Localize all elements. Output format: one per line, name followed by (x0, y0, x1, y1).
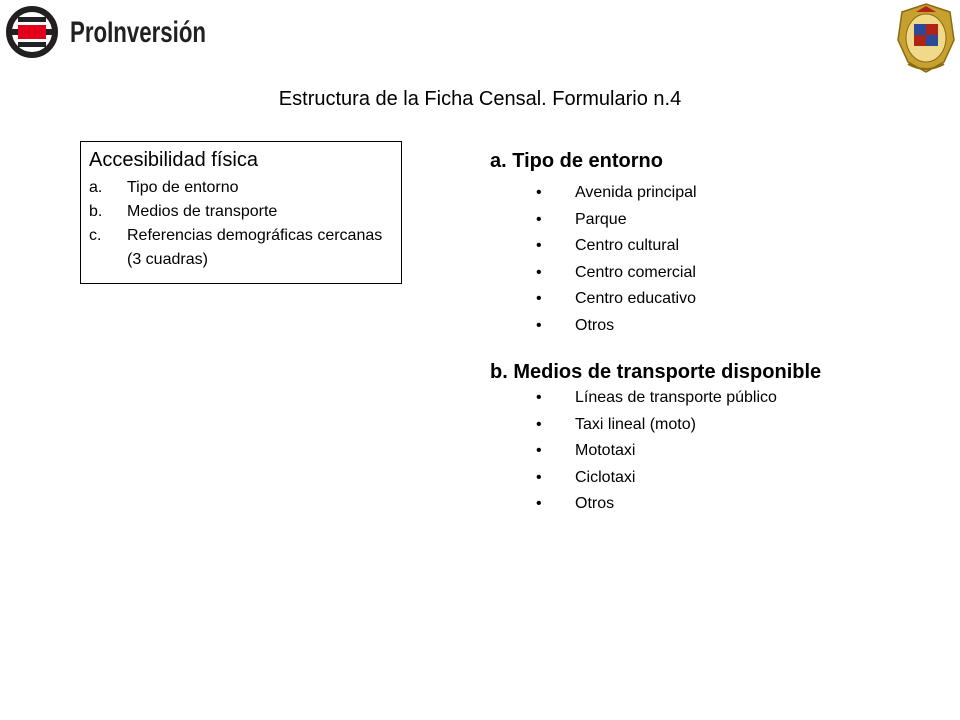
bullet: • (536, 237, 542, 255)
bullet: • (536, 389, 542, 406)
list-item (536, 286, 697, 313)
list-item-text: Otros (575, 316, 615, 334)
box-item-marker: a. (89, 179, 103, 196)
university-seal (894, 0, 958, 74)
list-item (536, 385, 777, 412)
list-item-text: Centro cultural (575, 237, 680, 255)
list-item (536, 438, 777, 465)
box-item-text: Tipo de entorno (127, 179, 239, 196)
list-item (536, 491, 777, 518)
bullet: • (536, 263, 542, 281)
bullet: • (536, 415, 542, 433)
box-item-marker: b. (89, 203, 103, 220)
box-item-marker: c. (89, 227, 102, 244)
bullet: • (536, 495, 542, 513)
list-item-text: Centro comercial (575, 263, 696, 281)
box-item (89, 224, 395, 272)
bullet: • (536, 184, 542, 201)
list-item-text: Parque (575, 210, 627, 228)
box-item-text: Referencias demográficas cercanas (3 cuadras) (127, 227, 383, 268)
list-item (536, 313, 697, 340)
box-item (89, 200, 395, 224)
bullet: • (536, 316, 542, 334)
tipo-entorno-list (536, 180, 697, 340)
bullet: • (536, 442, 542, 460)
accessibility-box (80, 141, 402, 284)
list-item-text: Líneas de transporte público (575, 389, 777, 406)
list-item (536, 465, 777, 492)
list-item-text: Mototaxi (575, 442, 636, 460)
box-item (89, 176, 395, 200)
list-item-text: Centro educativo (575, 290, 696, 308)
list-item (536, 412, 777, 439)
list-item (536, 180, 697, 207)
list-item-text: Avenida principal (575, 184, 697, 201)
section-heading-tipo-entorno: a. Tipo de entorno (490, 150, 663, 172)
list-item-text: Otros (575, 495, 615, 513)
list-item-text: Ciclotaxi (575, 468, 636, 486)
logo-wordmark: ProInversión (70, 16, 206, 49)
list-item (536, 207, 697, 234)
bullet: • (536, 210, 542, 228)
medios-transporte-list (536, 385, 777, 518)
box-item-text: Medios de transporte (127, 203, 278, 220)
box-title: Accesibilidad física (89, 149, 258, 171)
list-item (536, 233, 697, 260)
bullet: • (536, 468, 542, 486)
list-item (536, 260, 697, 287)
seal-emblem-icon (894, 0, 958, 74)
page-title: Estructura de la Ficha Censal. Formulario n.4 (278, 88, 682, 110)
section-heading-medios-transporte: b. Medios de transporte disponible (490, 361, 822, 383)
bullet: • (536, 290, 542, 308)
list-item-text: Taxi lineal (moto) (575, 415, 696, 433)
proinversion-logo-mark (2, 0, 222, 64)
proinversion-logo (2, 0, 222, 64)
